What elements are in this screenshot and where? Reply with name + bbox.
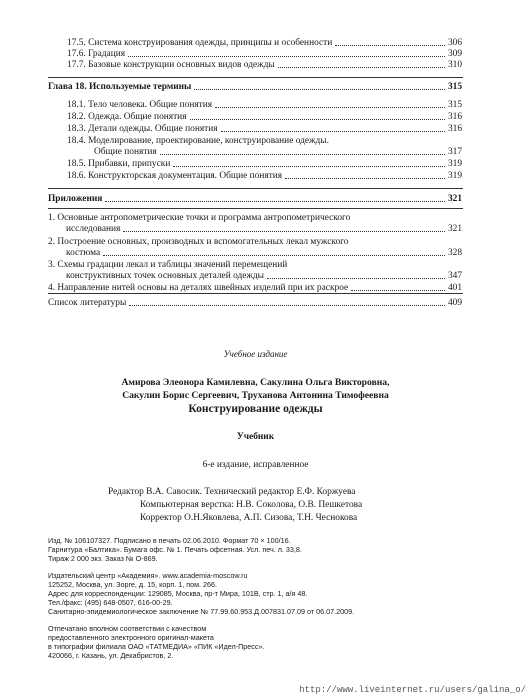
- toc-page-number: 328: [447, 248, 462, 258]
- toc-leader: [190, 119, 445, 120]
- appendix-item: [66, 271, 462, 282]
- toc-leader: [221, 131, 445, 132]
- toc-page-number: 316: [447, 112, 462, 122]
- toc-item: [67, 38, 462, 49]
- toc-item: [67, 112, 462, 123]
- toc-item: [67, 49, 462, 60]
- editor-line: Редактор В.А. Савосик. Технический редактор Е.Ф. Коржуева: [108, 487, 356, 497]
- toc-item: [67, 159, 462, 170]
- layout-line: Компьютерная верстка: Н.В. Соколова, О.В. Пешкетова: [140, 500, 363, 510]
- toc-page-number: 409: [447, 298, 462, 308]
- toc-item-text: 18.2. Одежда. Общие понятия: [67, 112, 187, 122]
- appendix-item: [66, 248, 462, 259]
- proofreader-line: Корректор О.Н.Яковлева, А.П. Сизова, Т.Н. Чеснокова: [140, 513, 358, 523]
- toc-chapter: [48, 194, 462, 205]
- publisher-line: 125252, Москва, ул. Зорге, д. 15, корп. 1, пом. 266.: [48, 580, 218, 589]
- watermark-url: http://www.liveinternet.ru/users/galina_o/: [299, 685, 526, 695]
- literature-entry: [48, 298, 462, 309]
- toc-leader: [278, 67, 445, 68]
- toc-item-text: 17.5. Система конструирования одежды, принципы и особенности: [67, 38, 333, 48]
- divider: [48, 188, 463, 189]
- toc-leader: [285, 178, 445, 179]
- print-info-line: Тираж 2 000 экз. Заказ № О-869.: [48, 554, 158, 563]
- toc-leader: [215, 107, 445, 108]
- toc-item-text: 17.7. Базовые конструкции основных видов одежды: [67, 60, 275, 70]
- literature-title: Список литературы: [48, 298, 127, 308]
- toc-leader: [173, 166, 445, 167]
- appendix-item-text: костюма: [66, 248, 101, 258]
- toc-page-number: 306: [447, 38, 462, 48]
- publisher-line: Санитарно-эпидемиологическое заключение № 77.99.60.953.Д.007831.07.09 от 06.07.2009.: [48, 607, 355, 616]
- edition-note: 6-е издание, исправленное: [202, 460, 309, 470]
- toc-leader: [194, 89, 445, 90]
- toc-page-number: 347: [447, 271, 462, 281]
- toc-chapter: [48, 82, 462, 93]
- appendix-title: Приложения: [48, 194, 103, 204]
- edition-type: Учебное издание: [223, 349, 288, 359]
- toc-page-number: 319: [447, 171, 462, 181]
- toc-item-text: 18.1. Тело человека. Общие понятия: [67, 100, 213, 110]
- toc-item-text: Общие понятия: [94, 147, 157, 157]
- toc-page-number: 319: [447, 159, 462, 169]
- toc-item-text: 18.5. Прибавки, припуски: [67, 159, 171, 169]
- authors-line: Амирова Элеонора Камилевна, Сакулина Ольга Викторовна,: [121, 377, 390, 388]
- toc-page-number: 321: [447, 224, 462, 234]
- toc-item: [94, 147, 462, 158]
- toc-item: [67, 100, 462, 111]
- toc-item-text: 18.4. Моделирование, проектирование, конструирование одежды.: [67, 136, 329, 146]
- print-info-line: Гарнитура «Балтика». Бумага офс. № 1. Печать офсетная. Усл. печ. л. 33,8.: [48, 545, 302, 554]
- appendix-item-text: 2. Построение основных, производных и вспомогательных лекал мужского: [48, 237, 349, 247]
- toc-leader: [267, 278, 445, 279]
- printer-line: предоставленного электронного оригинал-макета: [48, 633, 214, 642]
- authors-line: Сакулин Борис Сергеевич, Труханова Антонина Тимофеевна: [122, 390, 389, 401]
- publisher-line: Адрес для корреспонденции: 129085, Москва, пр-т Мира, 101В, стр. 1, а/я 48.: [48, 589, 308, 598]
- toc-item-text: 17.6. Градация: [67, 49, 126, 59]
- book-subtitle: Учебник: [236, 432, 275, 442]
- toc-leader: [103, 255, 445, 256]
- toc-item: [67, 124, 462, 135]
- toc-page-number: 309: [447, 49, 462, 59]
- toc-leader: [351, 290, 445, 291]
- chapter-title: Глава 18. Используемые термины: [48, 82, 192, 92]
- book-title: Конструирование одежды: [188, 403, 323, 415]
- toc-page-number: 317: [447, 147, 462, 157]
- toc-leader: [335, 45, 445, 46]
- appendix-item-text: 1. Основные антропометрические точки и программа антропометрического: [48, 213, 351, 223]
- printer-line: в типографии филиала ОАО «ТАТМЕДИА» «ПИК «Идел-Пресс».: [48, 642, 265, 651]
- toc-leader: [123, 231, 445, 232]
- printer-line: Отпечатано вполном соответствии с качеством: [48, 624, 207, 633]
- print-info-line: Изд. № 106107327. Подписано в печать 02.06.2010. Формат 70 × 100/16.: [48, 536, 291, 545]
- toc-page-number: 315: [447, 100, 462, 110]
- toc-item: [67, 171, 462, 182]
- toc-leader: [160, 154, 445, 155]
- toc-leader: [128, 56, 445, 57]
- toc-leader: [129, 305, 445, 306]
- divider: [48, 293, 463, 294]
- toc-page-number: 315: [447, 82, 462, 92]
- toc-item-text: 18.6. Конструкторская документация. Общие понятия: [67, 171, 283, 181]
- toc-item-text: 18.3. Детали одежды. Общие понятия: [67, 124, 218, 134]
- publisher-line: Тел./факс: (495) 648-0507, 616-00-29.: [48, 598, 173, 607]
- publisher-line: Издательский центр «Академия». www.academia-moscow.ru: [48, 571, 248, 580]
- appendix-item-text: 3. Схемы градации лекал и таблицы значений перемещений: [48, 260, 288, 270]
- appendix-item-text: 4. Направление нитей основы на деталях швейных изделий при их раскрое: [48, 283, 349, 293]
- toc-page-number: 401: [447, 283, 462, 293]
- appendix-item-text: конструктивных точек основных деталей одежды: [66, 271, 264, 281]
- appendix-item-text: исследования: [66, 224, 121, 234]
- appendix-item: [66, 224, 462, 235]
- divider: [48, 208, 463, 209]
- toc-leader: [105, 201, 445, 202]
- toc-page-number: 321: [447, 194, 462, 204]
- divider: [48, 77, 463, 78]
- toc-page-number: 310: [447, 60, 462, 70]
- printer-line: 420066, г. Казань, ул. Декабристов, 2.: [48, 651, 174, 660]
- toc-item: [67, 60, 462, 71]
- toc-page-number: 316: [447, 124, 462, 134]
